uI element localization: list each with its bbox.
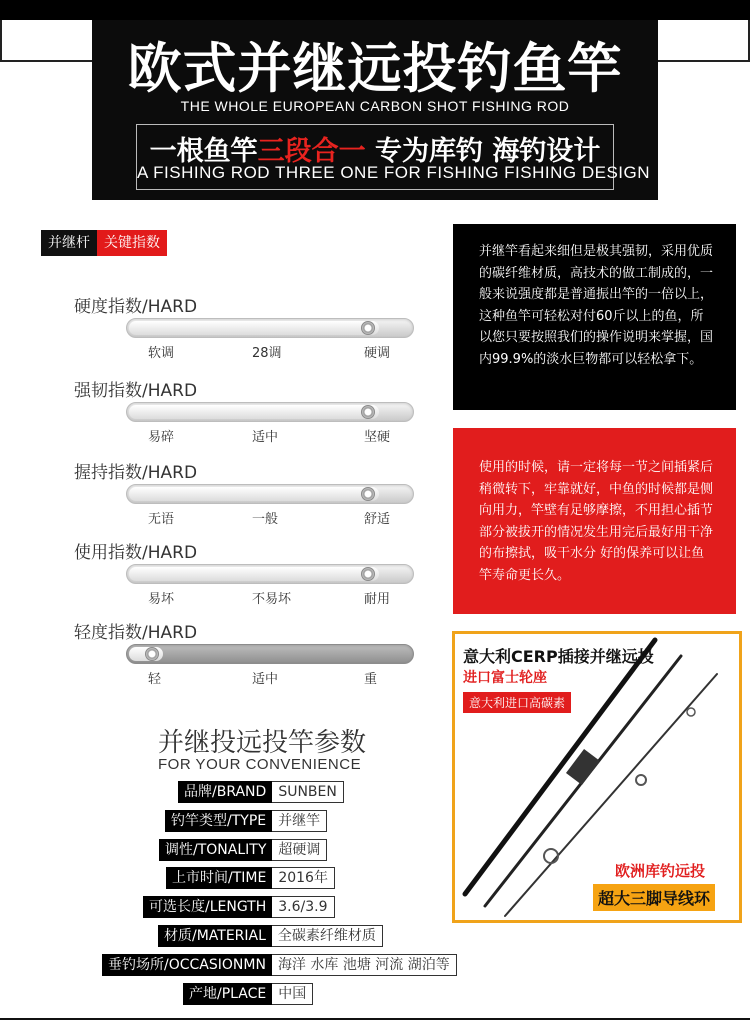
info-box-strength: 并继竿看起来细但是极其强韧，采用优质的碳纤维材质，高技术的做工制成的，一般来说强度都是普通振出竿的一倍以上，这种鱼竿可轻松对付60斤以上的鱼，所以您只要按照我们的操作说明来掌握，国内99.9%的淡水巨物都可以轻松拿下。 — [453, 224, 736, 410]
slogan-pre: 一根鱼竿 — [149, 136, 258, 167]
index-scale-label: 轻 — [148, 672, 162, 687]
index-slider-fill — [129, 567, 379, 581]
page-subtitle: THE WHOLE EUROPEAN CARBON SHOT FISHING ROD — [180, 98, 570, 114]
index-slider-track — [126, 484, 414, 504]
param-value: SUNBEN — [272, 781, 344, 803]
rod-caption-4: 超大三脚导线环 — [593, 884, 715, 911]
param-row — [165, 810, 327, 832]
index-slider-knob — [361, 567, 375, 581]
info-box-usage: 使用的时候，请一定将每一节之间插紧后稍微转下，牢靠就好，中鱼的时候都是侧向用力，竿壁有足够摩擦，不用担心插节部分被拔开的情况发生用完后最好用干净的布擦拭，吸干水分 好的保养可以让鱼竿寿命更长久。 — [453, 428, 736, 614]
param-row — [102, 954, 457, 976]
index-scale-label: 耐用 — [364, 592, 391, 607]
param-row — [178, 781, 344, 803]
index-scale-label: 易坏 — [148, 592, 175, 607]
header-banner — [92, 20, 658, 200]
rod-product-image — [452, 631, 742, 923]
param-row — [183, 983, 313, 1005]
param-key: 钓竿类型/TYPE — [165, 810, 272, 832]
index-title: 使用指数/HARD — [74, 543, 198, 563]
index-title: 硬度指数/HARD — [74, 297, 198, 317]
slogan-english: A FISHING ROD THREE ONE FOR FISHING FISHING DESIGN — [137, 163, 651, 182]
param-row — [143, 896, 335, 918]
index-slider-fill — [129, 487, 379, 501]
param-row — [166, 867, 335, 889]
rod-badge: 意大利进口高碳素 — [463, 692, 571, 713]
slogan-post: 专为库钓 海钓设计 — [365, 136, 601, 167]
index-scale-label: 适中 — [252, 672, 279, 687]
index-slider-knob — [361, 405, 375, 419]
bottom-divider — [0, 1018, 750, 1020]
index-slider-knob — [145, 647, 159, 661]
index-slider-knob — [361, 321, 375, 335]
param-value: 3.6/3.9 — [272, 896, 334, 918]
index-scale-label: 一般 — [252, 512, 279, 527]
header-right-decor-line — [658, 20, 750, 62]
index-scale-label: 硬调 — [364, 346, 391, 361]
param-row — [159, 839, 327, 861]
index-scale-label: 软调 — [148, 346, 175, 361]
param-key: 可选长度/LENGTH — [143, 896, 272, 918]
page-title: 欧式并继远投钓鱼竿 — [127, 37, 623, 100]
index-slider-track — [126, 644, 414, 664]
guide-ring-shape — [687, 708, 695, 716]
index-title: 握持指数/HARD — [74, 463, 198, 483]
rod-caption-1: 意大利CERP插接并继远投 — [463, 647, 654, 666]
index-slider-track — [126, 564, 414, 584]
tag-right: 关键指数 — [97, 230, 167, 256]
param-key: 调性/TONALITY — [159, 839, 272, 861]
param-row — [158, 925, 383, 947]
param-value: 并继竿 — [272, 810, 327, 832]
guide-ring-shape — [544, 849, 558, 863]
param-value: 海洋 水库 池塘 河流 湖泊等 — [272, 954, 457, 976]
index-scale-label: 适中 — [252, 430, 279, 445]
param-key: 品牌/BRAND — [178, 781, 272, 803]
rod-caption-3: 欧洲库钓远投 — [615, 862, 706, 880]
param-value: 2016年 — [272, 867, 335, 889]
params-subtitle: FOR YOUR CONVENIENCE — [158, 756, 362, 773]
param-value: 超硬调 — [272, 839, 327, 861]
params-title: 并继投远投竿参数 — [158, 728, 367, 758]
rod-caption-2: 进口富士轮座 — [463, 670, 547, 686]
key-index-tag — [41, 230, 167, 256]
param-key: 垂钓场所/OCCASIONMN — [102, 954, 272, 976]
tag-left: 并继杆 — [41, 230, 97, 256]
index-slider-track — [126, 402, 414, 422]
param-value: 中国 — [272, 983, 313, 1005]
index-scale-label: 重 — [364, 672, 378, 687]
slogan-box — [136, 124, 651, 190]
index-slider-knob — [361, 487, 375, 501]
guide-ring-shape — [636, 775, 646, 785]
index-title: 强韧指数/HARD — [74, 381, 198, 401]
param-key: 产地/PLACE — [183, 983, 272, 1005]
index-scale-label: 28调 — [252, 346, 282, 361]
header-left-decor-line — [0, 20, 92, 62]
param-value: 全碳素纤维材质 — [272, 925, 383, 947]
slogan-highlight: 三段合一 — [257, 136, 366, 167]
index-scale-label: 舒适 — [364, 512, 391, 527]
index-title: 轻度指数/HARD — [74, 623, 198, 643]
index-scale-label: 无语 — [148, 512, 175, 527]
index-scale-label: 易碎 — [148, 430, 175, 445]
index-slider-fill — [129, 405, 379, 419]
index-slider-track — [126, 318, 414, 338]
param-key: 上市时间/TIME — [166, 867, 272, 889]
param-key: 材质/MATERIAL — [158, 925, 272, 947]
index-scale-label: 坚硬 — [364, 430, 391, 445]
top-black-bar — [0, 0, 750, 20]
index-scale-label: 不易坏 — [252, 592, 292, 607]
index-slider-fill — [129, 321, 379, 335]
